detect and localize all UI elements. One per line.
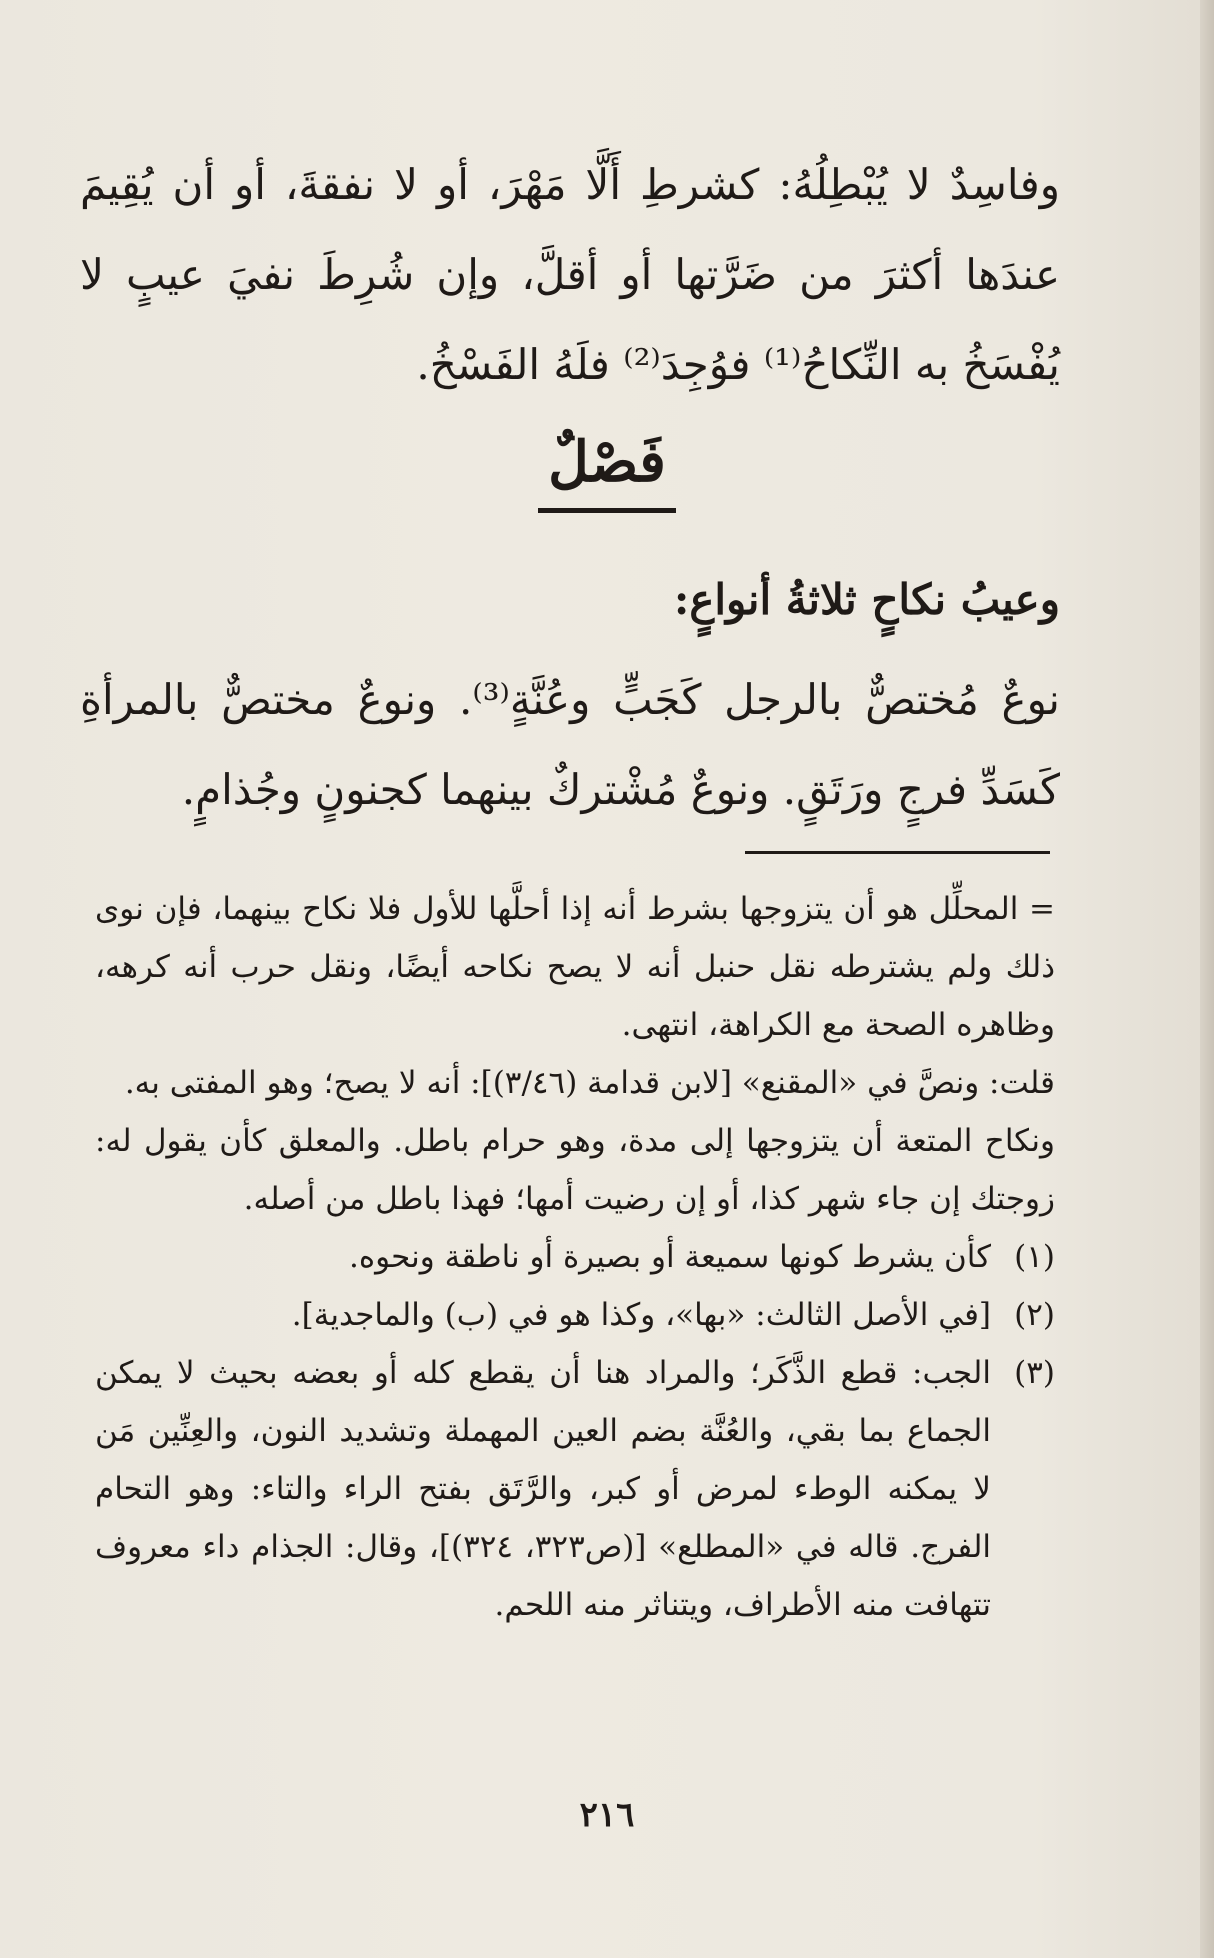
footnotes [95, 880, 1055, 1634]
main-paragraph: وفاسِدٌ لا يُبْطِلُهُ: كشرطِ أَلَّا مَهْرَ، أو لا نفقةَ، أو أن يُقِيمَ عندَها أكثرَ من ضَرَّتها أو أقلَّ، وإن شُرِطَ نفيَ عيبٍ لا يُفْسَخُ به النِّكاحُ⁽¹⁾ فوُجِدَ⁽²⁾ فلَهُ الفَسْخُ. [80, 160, 1060, 389]
footnote-text: [في الأصل الثالث: «بها»، وكذا هو في (ب) والماجدية]. [291, 1297, 991, 1333]
footnote-item [95, 1344, 1055, 1634]
footnote-continuation-1: = المحلِّل هو أن يتزوجها بشرط أنه إذا أحلَّها للأول فلا نكاح بينهما، فإن نوى ذلك ولم يشترطه نقل حنبل أنه لا يصح نكاحه أيضًا، ونقل حرب أنه كرهه، وظاهره الصحة مع الكراهة، انتهى. [95, 891, 1055, 1043]
section-paragraph: نوعٌ مُختصٌّ بالرجل كَجَبٍّ وعُنَّةٍ⁽³⁾. ونوعٌ مختصٌّ بالمرأةِ كَسَدِّ فرجٍ ورَتَقٍ. ونوعٌ مُشْتركٌ بينهما كجنونٍ وجُذامٍ. [80, 675, 1060, 814]
footnote-text: كأن يشرط كونها سميعة أو بصيرة أو ناطقة ونحوه. [349, 1239, 991, 1275]
footnote-item [95, 1228, 1055, 1286]
page-edge-shadow [1200, 0, 1214, 1958]
section-title [0, 422, 1214, 513]
footnote-number: (١) [1014, 1239, 1055, 1275]
section-title-text: فَصْلٌ [538, 422, 676, 513]
section-body [80, 555, 1060, 835]
page-number: ٢١٦ [579, 1795, 635, 1835]
footnote-continuation-3: ونكاح المتعة أن يتزوجها إلى مدة، وهو حرام باطل. والمعلق كأن يقول له: زوجتك إن جاء شهر كذا، أو إن رضيت أمها؛ فهذا باطل من أصله. [95, 1123, 1055, 1217]
footnote-number: (٢) [1014, 1297, 1055, 1333]
footnote-continuation-2: قلت: ونصَّ في «المقنع» [لابن قدامة (٣/٤٦)]: أنه لا يصح؛ وهو المفتى به. [124, 1065, 1055, 1101]
footnote-number: (٣) [1014, 1355, 1055, 1391]
footnote-divider [745, 851, 1050, 854]
footnote-text: الجب: قطع الذَّكَر؛ والمراد هنا أن يقطع كله أو بعضه بحيث لا يمكن الجماع بما بقي، والعُنَّة بضم العين المهملة وتشديد النون، والعِنِّين مَن لا يمكنه الوطء لمرض أو كبر، والرَّتَق بفتح الراء والتاء: وهو التحام الفرج. قاله في «المطلع» [(ص٣٢٣، ٣٢٤)]، وقال: الجذام داء معروف تتهافت منه الأطراف، ويتناثر منه اللحم. [95, 1355, 991, 1623]
footnote-item [95, 1286, 1055, 1344]
section-heading: وعيبُ نكاحٍ ثلاثةُ أنواعٍ: [673, 575, 1060, 624]
main-text [80, 140, 1060, 410]
